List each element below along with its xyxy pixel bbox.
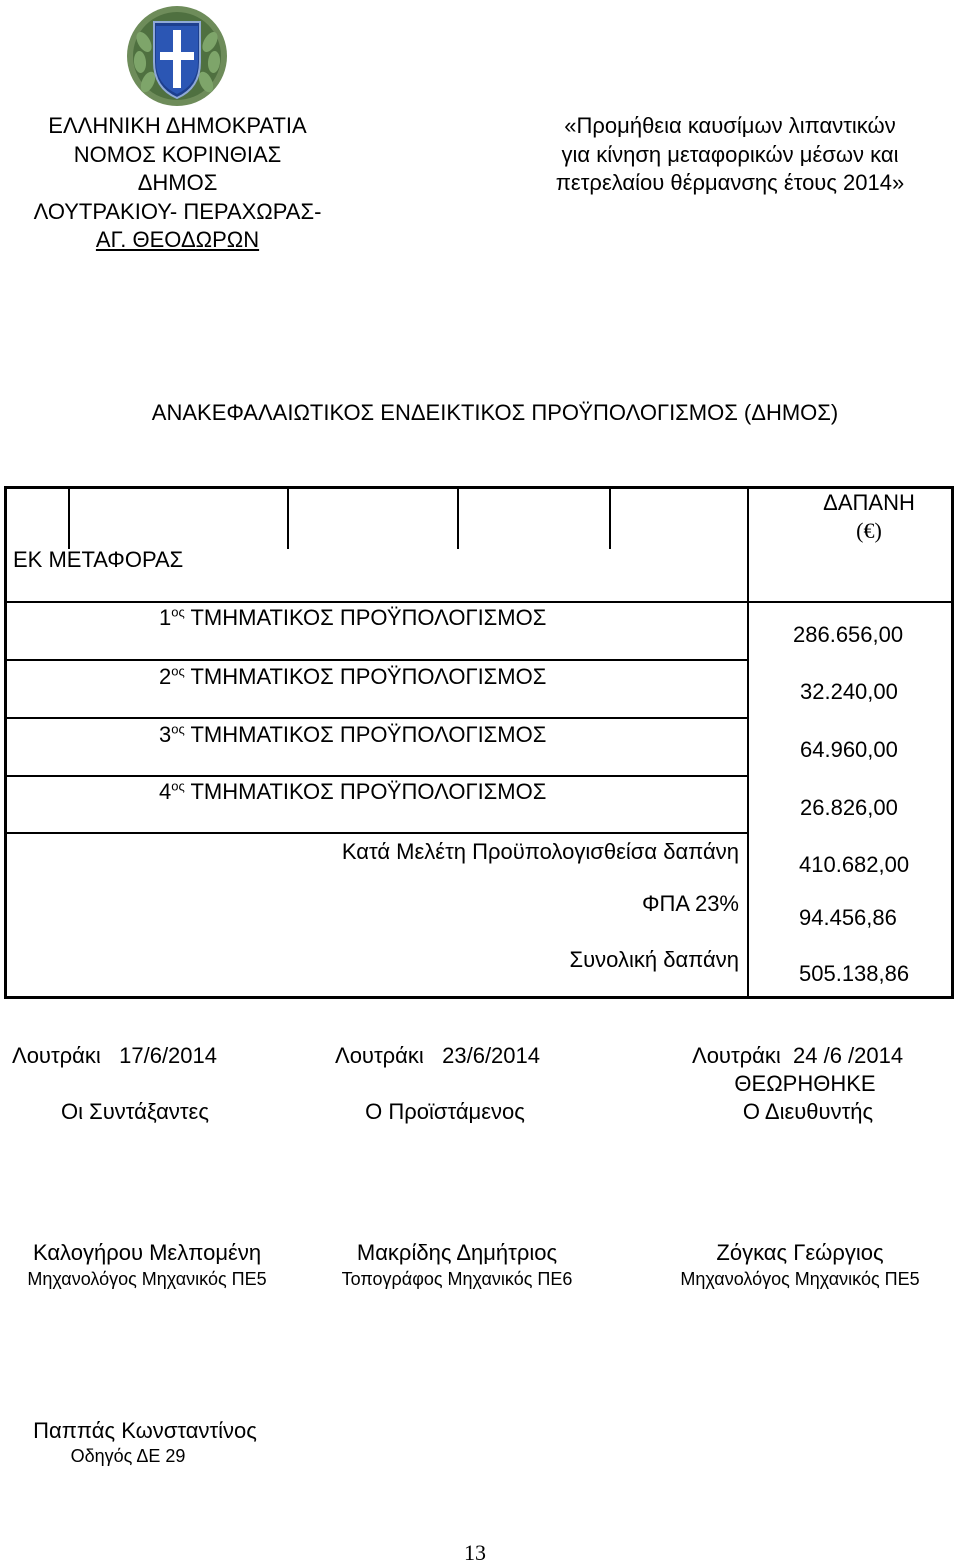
amount-header-label: ΔΑΠΑΝΗ (823, 490, 915, 515)
date-compilers (12, 1043, 217, 1069)
issuer-line-name-cont: ΑΓ. ΘΕΟΔΩΡΩΝ (95, 227, 260, 252)
row-label: ΤΜΗΜΑΤΙΚΟΣ ΠΡΟΫΠΟΛΟΓΙΣΜΟΣ (190, 664, 547, 689)
row-number: 2 (159, 664, 172, 689)
row-amount: 26.826,00 (800, 795, 898, 820)
row-number: 4 (159, 779, 172, 804)
role-supervisor: Ο Προϊστάμενος (365, 1099, 525, 1124)
row-label: ΤΜΗΜΑΤΙΚΟΣ ΠΡΟΫΠΟΛΟΓΙΣΜΟΣ (190, 605, 547, 630)
issuer-line-municipality: ΔΗΜΟΣ (137, 170, 218, 195)
issuer-line-name: ΛΟΥΤΡΑΚΙΟΥ- ΠΕΡΑΧΩΡΑΣ- (33, 198, 322, 224)
page-number: 13 (464, 1540, 486, 1565)
row-number: 1 (159, 605, 172, 630)
partial-budget-row (159, 722, 546, 748)
partial-budget-row (159, 779, 546, 805)
signatory-title: Μηχανολόγος Μηχανικός ΠΕ5 (27, 1269, 267, 1289)
signatory-name: Παππάς Κωνσταντίνος (33, 1418, 257, 1443)
header-divider (609, 489, 611, 549)
budget-table (4, 486, 954, 999)
row-amount: 32.240,00 (800, 679, 898, 704)
signatory-title: Τοπογράφος Μηχανικός ΠΕ6 (341, 1269, 573, 1289)
issuer-line-prefecture: ΝΟΜΟΣ ΚΟΡΙΝΘΙΑΣ (73, 141, 282, 167)
date-supervisor (335, 1043, 540, 1069)
row-ordinal-suffix: ος (171, 663, 185, 679)
carried-forward-label: ΕΚ ΜΕΤΑΦΟΡΑΣ (13, 547, 184, 572)
role-director: Ο Διευθυντής (742, 1099, 874, 1124)
header-divider (457, 489, 459, 549)
signatory-title: Μηχανολόγος Μηχανικός ΠΕ5 (680, 1269, 920, 1289)
amount-header (819, 489, 919, 545)
date-value: 24 /6 /2014 (793, 1043, 904, 1068)
amount-header-unit: (€) (856, 518, 882, 543)
approved-label: ΘΕΩΡΗΘΗΚΕ (734, 1071, 876, 1096)
header-divider (68, 489, 70, 549)
signatory-title: Οδηγός ΔΕ 29 (70, 1446, 186, 1466)
vat-amount: 94.456,86 (799, 905, 897, 930)
date-place: Λουτράκι (12, 1043, 101, 1068)
signatory-name: Ζόγκας Γεώργιος (716, 1240, 884, 1265)
role-compilers: Οι Συντάξαντες (61, 1099, 209, 1124)
signatory-name: Καλογήρου Μελπομένη (32, 1240, 262, 1265)
study-budget-amount: 410.682,00 (799, 852, 910, 877)
date-place: Λουτράκι (692, 1043, 781, 1068)
row-label: ΤΜΗΜΑΤΙΚΟΣ ΠΡΟΫΠΟΛΟΓΙΣΜΟΣ (190, 779, 547, 804)
row-border (7, 717, 747, 719)
date-place: Λουτράκι (335, 1043, 424, 1068)
signatory-name: Μακρίδης Δημήτριος (356, 1240, 558, 1265)
issuer-line-state: ΕΛΛΗΝΙΚΗ ΔΗΜΟΚΡΑΤΙΑ (48, 113, 307, 138)
date-value: 17/6/2014 (119, 1043, 217, 1068)
total-cost-label: Συνολική δαπάνη (569, 947, 739, 972)
total-cost-amount: 505.138,86 (799, 961, 910, 986)
row-border (7, 775, 747, 777)
greek-coat-of-arms-seal (122, 2, 232, 110)
project-title-line-2: για κίνηση μεταφορικών μέσων και (561, 141, 899, 167)
partial-budget-row (159, 605, 546, 631)
date-director (692, 1043, 903, 1069)
summary-title: ΑΝΑΚΕΦΑΛΑΙΩΤΙΚΟΣ ΕΝΔΕΙΚΤΙΚΟΣ ΠΡΟΫΠΟΛΟΓΙΣΜΟΣ (ΔΗΜΟΣ) (151, 400, 839, 425)
issuer-block (0, 112, 355, 255)
project-title-line-3: πετρελαίου θέρμανσης έτους 2014» (555, 170, 905, 195)
row-amount: 286.656,00 (793, 622, 904, 647)
row-label: ΤΜΗΜΑΤΙΚΟΣ ΠΡΟΫΠΟΛΟΓΙΣΜΟΣ (190, 722, 547, 747)
row-border (7, 659, 747, 661)
project-title-block (500, 112, 960, 198)
project-title-line-1: «Προμήθεια καυσίμων λιπαντικών (564, 113, 896, 138)
header-divider (287, 489, 289, 549)
amount-column-divider (747, 489, 749, 999)
row-border (7, 832, 747, 834)
row-ordinal-suffix: ος (171, 778, 185, 794)
header-row-border (7, 601, 951, 603)
study-budget-label: Κατά Μελέτη Προϋπολογισθείσα δαπάνη (341, 839, 739, 864)
date-value: 23/6/2014 (442, 1043, 540, 1068)
row-number: 3 (159, 722, 172, 747)
partial-budget-row (159, 664, 546, 690)
row-ordinal-suffix: ος (171, 604, 185, 620)
row-ordinal-suffix: ος (171, 721, 185, 737)
row-amount: 64.960,00 (800, 737, 898, 762)
vat-label: ΦΠΑ 23% (641, 891, 739, 916)
